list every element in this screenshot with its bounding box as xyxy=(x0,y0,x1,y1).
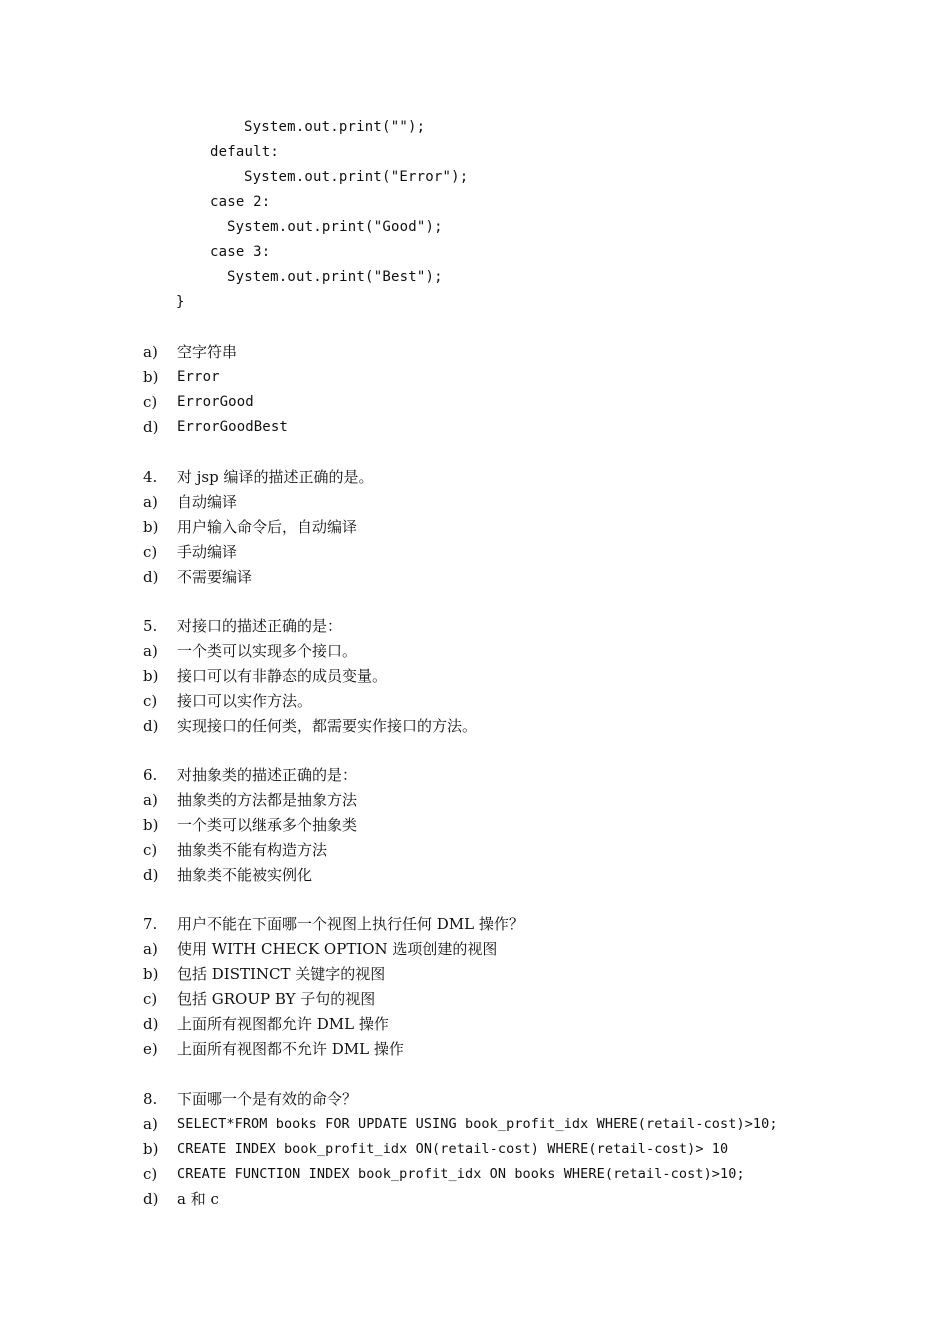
option-b xyxy=(143,962,903,987)
option-d xyxy=(143,415,903,440)
option-mark: d) xyxy=(143,717,159,735)
option-c xyxy=(143,689,903,714)
option-mark: b) xyxy=(143,816,159,834)
option-b xyxy=(143,515,903,540)
option-text: 用户输入命令后，自动编译 xyxy=(177,518,358,536)
question-text: 对抽象类的描述正确的是： xyxy=(177,766,358,784)
question-number: 8. xyxy=(143,1090,158,1108)
option-b xyxy=(143,813,903,838)
option-mark: b) xyxy=(143,518,159,536)
code-line: System.out.print("Good"); xyxy=(227,219,443,235)
option-text: CREATE INDEX book_profit_idx ON(retail-cost) WHERE(retail-cost)> 10 xyxy=(177,1141,729,1157)
question-4 xyxy=(143,465,903,590)
option-mark: a) xyxy=(143,343,158,361)
question-stem xyxy=(143,912,903,937)
option-text: 上面所有视图都允许 DML 操作 xyxy=(177,1015,389,1033)
code-line: System.out.print(""); xyxy=(244,119,426,135)
option-e xyxy=(143,1037,903,1062)
option-a xyxy=(143,788,903,813)
question-number: 7. xyxy=(143,915,158,933)
code-line: case 3: xyxy=(210,244,271,260)
option-text: SELECT*FROM books FOR UPDATE USING book_profit_idx WHERE(retail-cost)>10; xyxy=(177,1116,778,1132)
option-text: 自动编译 xyxy=(177,493,238,511)
option-text: 一个类可以继承多个抽象类 xyxy=(177,816,358,834)
question-stem xyxy=(143,1087,903,1112)
option-text: 接口可以有非静态的成员变量。 xyxy=(177,667,388,685)
question-stem xyxy=(143,614,903,639)
question-stem xyxy=(143,763,903,788)
question-3-options xyxy=(143,340,903,440)
option-text: CREATE FUNCTION INDEX book_profit_idx ON books WHERE(retail-cost)>10; xyxy=(177,1166,745,1182)
option-mark: a) xyxy=(143,791,158,809)
option-mark: c) xyxy=(143,1165,158,1183)
option-mark: a) xyxy=(143,493,158,511)
option-text: 包括 DISTINCT 关键字的视图 xyxy=(177,965,386,983)
option-a xyxy=(143,937,903,962)
option-text: 实现接口的任何类，都需要实作接口的方法。 xyxy=(177,717,478,735)
option-text: 抽象类不能被实例化 xyxy=(177,866,313,884)
option-mark: a) xyxy=(143,642,158,660)
option-mark: c) xyxy=(143,841,158,859)
code-line: System.out.print("Error"); xyxy=(244,169,469,185)
option-mark: d) xyxy=(143,1015,159,1033)
option-c xyxy=(143,987,903,1012)
option-text: 抽象类的方法都是抽象方法 xyxy=(177,791,358,809)
question-number: 6. xyxy=(143,766,158,784)
question-7 xyxy=(143,912,903,1062)
question-stem xyxy=(143,465,903,490)
option-a xyxy=(143,1112,903,1137)
option-c xyxy=(143,838,903,863)
option-text: 空字符串 xyxy=(177,343,238,361)
option-d xyxy=(143,1012,903,1037)
option-text: 使用 WITH CHECK OPTION 选项创建的视图 xyxy=(177,940,498,958)
option-mark: a) xyxy=(143,1115,158,1133)
option-d xyxy=(143,714,903,739)
option-mark: b) xyxy=(143,667,159,685)
question-text: 用户不能在下面哪一个视图上执行任何 DML 操作？ xyxy=(177,915,524,933)
option-text: 接口可以实作方法。 xyxy=(177,692,313,710)
option-text: 手动编译 xyxy=(177,543,238,561)
option-text: 包括 GROUP BY 子句的视图 xyxy=(177,990,376,1008)
option-d xyxy=(143,863,903,888)
code-line: System.out.print("Best"); xyxy=(227,269,443,285)
option-text: 不需要编译 xyxy=(177,568,253,586)
option-mark: b) xyxy=(143,1140,159,1158)
option-mark: d) xyxy=(143,418,159,436)
option-mark: c) xyxy=(143,990,158,1008)
option-text: 抽象类不能有构造方法 xyxy=(177,841,328,859)
option-b xyxy=(143,664,903,689)
question-5 xyxy=(143,614,903,739)
option-b xyxy=(143,365,903,390)
option-mark: c) xyxy=(143,692,158,710)
option-text: 一个类可以实现多个接口。 xyxy=(177,642,358,660)
option-c xyxy=(143,390,903,415)
question-6 xyxy=(143,763,903,888)
option-d xyxy=(143,565,903,590)
option-mark: d) xyxy=(143,1190,159,1208)
option-a xyxy=(143,490,903,515)
code-line: default: xyxy=(210,144,280,160)
question-text: 对接口的描述正确的是： xyxy=(177,617,343,635)
option-mark: e) xyxy=(143,1040,158,1058)
option-d xyxy=(143,1187,903,1212)
code-line: } xyxy=(176,294,185,310)
option-c xyxy=(143,540,903,565)
option-text: ErrorGood xyxy=(177,394,254,410)
question-8 xyxy=(143,1087,903,1212)
option-text: a 和 c xyxy=(177,1190,219,1208)
question-text: 下面哪一个是有效的命令？ xyxy=(177,1090,358,1108)
question-number: 5. xyxy=(143,617,158,635)
option-mark: a) xyxy=(143,940,158,958)
option-text: 上面所有视图都不允许 DML 操作 xyxy=(177,1040,404,1058)
question-number: 4. xyxy=(143,468,158,486)
option-mark: d) xyxy=(143,568,159,586)
option-a xyxy=(143,639,903,664)
option-text: Error xyxy=(177,369,220,385)
option-text: ErrorGoodBest xyxy=(177,419,288,435)
option-mark: c) xyxy=(143,543,158,561)
question-text: 对 jsp 编译的描述正确的是。 xyxy=(177,468,374,486)
option-mark: b) xyxy=(143,368,159,386)
option-mark: c) xyxy=(143,393,158,411)
code-line: case 2: xyxy=(210,194,271,210)
option-a xyxy=(143,340,903,365)
option-b xyxy=(143,1137,903,1162)
option-mark: d) xyxy=(143,866,159,884)
option-c xyxy=(143,1162,903,1187)
option-mark: b) xyxy=(143,965,159,983)
